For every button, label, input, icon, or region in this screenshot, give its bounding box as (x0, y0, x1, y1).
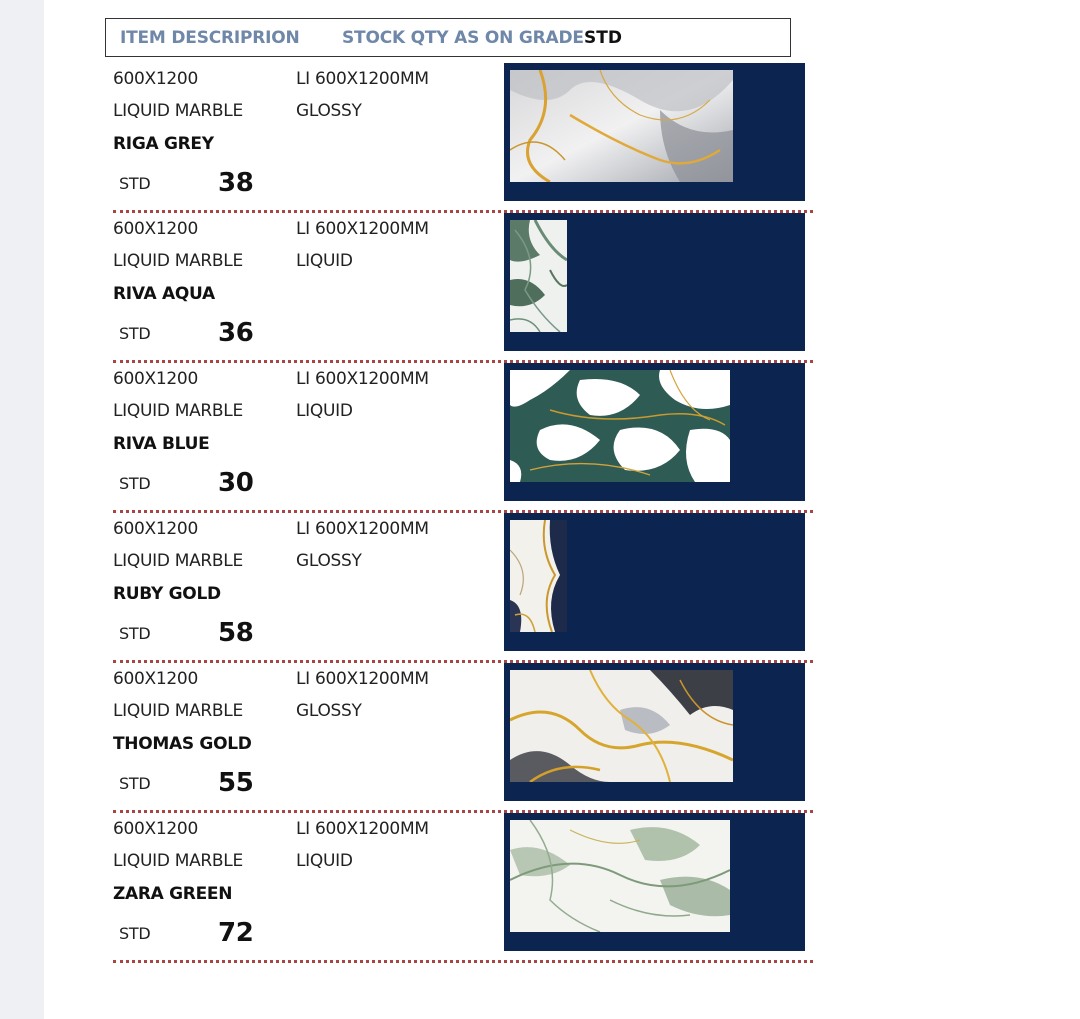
product-row (105, 366, 815, 516)
product-size: 600X1200 (113, 519, 198, 539)
zara-green-tile-image (510, 820, 730, 932)
product-qty: 58 (218, 618, 254, 648)
header-item-description: ITEM DESCRIPRION (120, 27, 300, 48)
product-code: LI 600X1200MM (296, 819, 429, 839)
product-qty: 38 (218, 168, 254, 198)
product-image-panel (504, 663, 805, 801)
product-name: RIVA BLUE (113, 434, 210, 454)
product-qty: 55 (218, 768, 254, 798)
left-gutter (0, 0, 44, 1019)
ruby-gold-tile-image (510, 520, 567, 632)
product-code: LI 600X1200MM (296, 69, 429, 89)
product-finish: LIQUID (296, 851, 353, 871)
product-name: RIGA GREY (113, 134, 214, 154)
product-series: LIQUID MARBLE (113, 401, 243, 421)
product-code: LI 600X1200MM (296, 669, 429, 689)
product-image-panel (504, 63, 805, 201)
product-grade: STD (119, 324, 151, 343)
product-grade: STD (119, 924, 151, 943)
product-size: 600X1200 (113, 669, 198, 689)
product-series: LIQUID MARBLE (113, 701, 243, 721)
product-code: LI 600X1200MM (296, 219, 429, 239)
header-stock-qty: STOCK QTY AS ON GRADE (342, 27, 584, 48)
product-finish: GLOSSY (296, 701, 362, 721)
product-image-panel (504, 213, 805, 351)
header-grade: STD (584, 27, 622, 48)
row-separator (113, 960, 813, 963)
product-grade: STD (119, 174, 151, 193)
product-finish: GLOSSY (296, 551, 362, 571)
product-series: LIQUID MARBLE (113, 851, 243, 871)
product-row (105, 816, 815, 966)
product-row (105, 216, 815, 366)
product-series: LIQUID MARBLE (113, 551, 243, 571)
product-name: ZARA GREEN (113, 884, 233, 904)
product-size: 600X1200 (113, 219, 198, 239)
product-image-panel (504, 363, 805, 501)
product-series: LIQUID MARBLE (113, 251, 243, 271)
product-image-panel (504, 513, 805, 651)
product-name: THOMAS GOLD (113, 734, 252, 754)
product-qty: 30 (218, 468, 254, 498)
product-qty: 72 (218, 918, 254, 948)
riva-aqua-tile-image (510, 220, 567, 332)
riva-blue-tile-image (510, 370, 730, 482)
product-size: 600X1200 (113, 819, 198, 839)
thomas-gold-tile-image (510, 670, 733, 782)
product-name: RIVA AQUA (113, 284, 215, 304)
product-grade: STD (119, 774, 151, 793)
product-grade: STD (119, 624, 151, 643)
product-row (105, 66, 815, 216)
product-grade: STD (119, 474, 151, 493)
riga-grey-tile-image (510, 70, 733, 182)
product-image-panel (504, 813, 805, 951)
product-size: 600X1200 (113, 369, 198, 389)
product-finish: LIQUID (296, 251, 353, 271)
product-row (105, 516, 815, 666)
product-finish: LIQUID (296, 401, 353, 421)
product-name: RUBY GOLD (113, 584, 221, 604)
product-qty: 36 (218, 318, 254, 348)
product-size: 600X1200 (113, 69, 198, 89)
product-code: LI 600X1200MM (296, 519, 429, 539)
product-finish: GLOSSY (296, 101, 362, 121)
product-code: LI 600X1200MM (296, 369, 429, 389)
product-series: LIQUID MARBLE (113, 101, 243, 121)
product-row (105, 666, 815, 816)
table-header (105, 18, 791, 57)
